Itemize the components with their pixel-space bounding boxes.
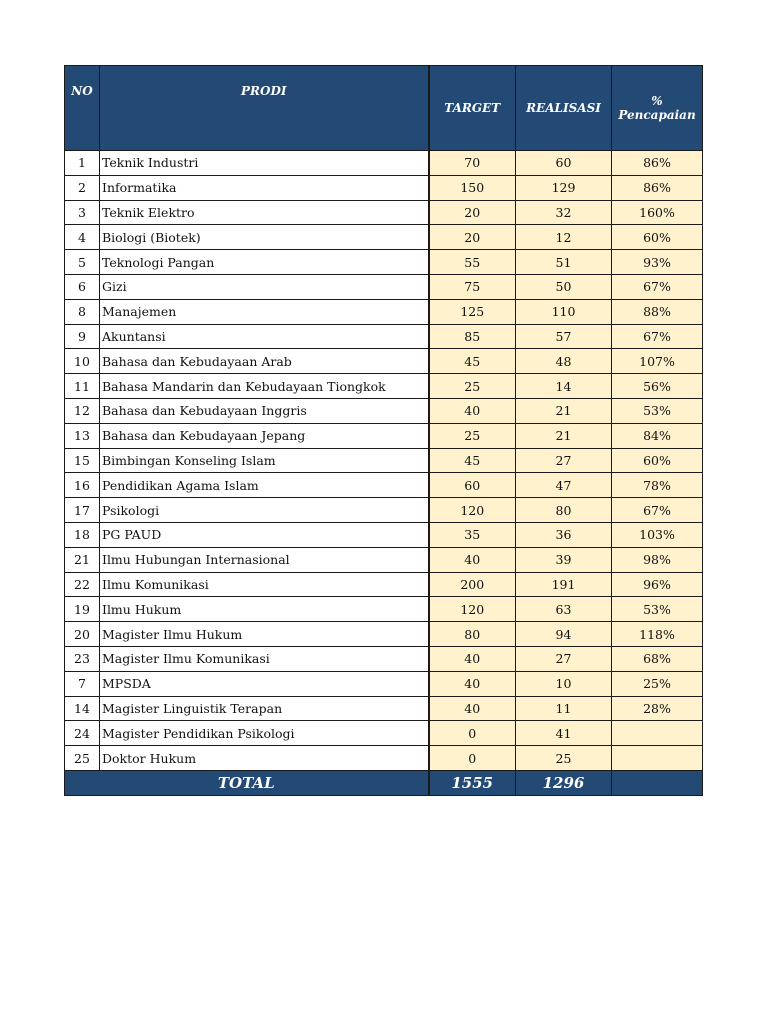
row-prodi: Magister Linguistik Terapan (100, 696, 429, 721)
table-row (65, 250, 703, 275)
row-no: 23 (65, 646, 100, 671)
row-target: 20 (429, 225, 516, 250)
row-prodi: Teknik Elektro (100, 200, 429, 225)
table-row (65, 225, 703, 250)
row-pencapaian: 53% (612, 597, 703, 622)
row-target: 55 (429, 250, 516, 275)
row-pencapaian: 67% (612, 324, 703, 349)
header-no: NO (65, 66, 100, 151)
row-target: 75 (429, 274, 516, 299)
row-realisasi: 21 (516, 398, 612, 423)
header-pencapaian (612, 66, 703, 151)
row-target: 120 (429, 597, 516, 622)
row-pencapaian: 56% (612, 374, 703, 399)
row-realisasi: 63 (516, 597, 612, 622)
row-no: 22 (65, 572, 100, 597)
row-target: 25 (429, 374, 516, 399)
row-realisasi: 50 (516, 274, 612, 299)
row-no: 24 (65, 721, 100, 746)
row-no: 3 (65, 200, 100, 225)
row-prodi: Bahasa dan Kebudayaan Jepang (100, 423, 429, 448)
row-pencapaian: 93% (612, 250, 703, 275)
row-target: 40 (429, 671, 516, 696)
row-realisasi: 10 (516, 671, 612, 696)
row-no: 14 (65, 696, 100, 721)
row-target: 120 (429, 498, 516, 523)
row-realisasi: 12 (516, 225, 612, 250)
row-prodi: Ilmu Komunikasi (100, 572, 429, 597)
total-label: TOTAL (65, 770, 429, 795)
row-realisasi: 94 (516, 622, 612, 647)
row-realisasi: 129 (516, 175, 612, 200)
row-no: 25 (65, 746, 100, 771)
row-target: 0 (429, 721, 516, 746)
total-realisasi: 1296 (516, 770, 612, 795)
row-no: 9 (65, 324, 100, 349)
row-pencapaian: 98% (612, 547, 703, 572)
table-row (65, 572, 703, 597)
table-row (65, 746, 703, 771)
row-no: 21 (65, 547, 100, 572)
row-pencapaian: 107% (612, 349, 703, 374)
header-pct-symbol: % (651, 94, 663, 108)
row-target: 40 (429, 646, 516, 671)
header-target: TARGET (429, 66, 516, 151)
row-prodi: Bahasa dan Kebudayaan Arab (100, 349, 429, 374)
row-realisasi: 51 (516, 250, 612, 275)
row-prodi: Magister Ilmu Komunikasi (100, 646, 429, 671)
row-target: 150 (429, 175, 516, 200)
row-no: 13 (65, 423, 100, 448)
row-target: 40 (429, 547, 516, 572)
row-no: 19 (65, 597, 100, 622)
row-prodi: Doktor Hukum (100, 746, 429, 771)
row-pencapaian: 86% (612, 151, 703, 176)
header-realisasi: REALISASI (516, 66, 612, 151)
row-realisasi: 41 (516, 721, 612, 746)
row-realisasi: 191 (516, 572, 612, 597)
row-prodi: Ilmu Hukum (100, 597, 429, 622)
row-no: 17 (65, 498, 100, 523)
row-target: 0 (429, 746, 516, 771)
table-row (65, 671, 703, 696)
row-realisasi: 80 (516, 498, 612, 523)
row-target: 200 (429, 572, 516, 597)
table-row (65, 696, 703, 721)
row-no: 1 (65, 151, 100, 176)
row-prodi: PG PAUD (100, 522, 429, 547)
row-prodi: Gizi (100, 274, 429, 299)
row-realisasi: 39 (516, 547, 612, 572)
row-realisasi: 25 (516, 746, 612, 771)
row-target: 45 (429, 448, 516, 473)
row-realisasi: 36 (516, 522, 612, 547)
row-prodi: Teknologi Pangan (100, 250, 429, 275)
table-row (65, 299, 703, 324)
total-pencapaian (612, 770, 703, 795)
row-pencapaian: 88% (612, 299, 703, 324)
row-no: 8 (65, 299, 100, 324)
row-no: 5 (65, 250, 100, 275)
table-row (65, 498, 703, 523)
total-target: 1555 (429, 770, 516, 795)
table-row (65, 721, 703, 746)
row-target: 70 (429, 151, 516, 176)
row-pencapaian: 53% (612, 398, 703, 423)
total-row (65, 770, 703, 795)
row-realisasi: 110 (516, 299, 612, 324)
row-realisasi: 14 (516, 374, 612, 399)
row-pencapaian: 60% (612, 448, 703, 473)
row-pencapaian (612, 721, 703, 746)
row-realisasi: 11 (516, 696, 612, 721)
table-row (65, 547, 703, 572)
table-row (65, 274, 703, 299)
row-prodi: Bahasa dan Kebudayaan Inggris (100, 398, 429, 423)
row-realisasi: 27 (516, 646, 612, 671)
row-no: 6 (65, 274, 100, 299)
row-prodi: Pendidikan Agama Islam (100, 473, 429, 498)
row-pencapaian: 67% (612, 274, 703, 299)
row-target: 40 (429, 696, 516, 721)
table-body (65, 151, 703, 771)
row-prodi: Akuntansi (100, 324, 429, 349)
row-target: 60 (429, 473, 516, 498)
row-pencapaian: 86% (612, 175, 703, 200)
table-row (65, 423, 703, 448)
row-realisasi: 21 (516, 423, 612, 448)
header-prodi: PRODI (100, 66, 429, 151)
row-pencapaian: 67% (612, 498, 703, 523)
table-row (65, 448, 703, 473)
row-target: 20 (429, 200, 516, 225)
row-realisasi: 57 (516, 324, 612, 349)
row-prodi: Bahasa Mandarin dan Kebudayaan Tiongkok (100, 374, 429, 399)
row-no: 11 (65, 374, 100, 399)
table-row (65, 597, 703, 622)
row-realisasi: 47 (516, 473, 612, 498)
row-no: 2 (65, 175, 100, 200)
row-no: 16 (65, 473, 100, 498)
row-prodi: Bimbingan Konseling Islam (100, 448, 429, 473)
row-realisasi: 60 (516, 151, 612, 176)
row-prodi: Teknik Industri (100, 151, 429, 176)
row-pencapaian: 103% (612, 522, 703, 547)
row-no: 4 (65, 225, 100, 250)
row-pencapaian: 60% (612, 225, 703, 250)
row-prodi: Magister Pendidikan Psikologi (100, 721, 429, 746)
table-row (65, 200, 703, 225)
header-row (65, 66, 703, 151)
row-no: 15 (65, 448, 100, 473)
row-prodi: MPSDA (100, 671, 429, 696)
row-target: 45 (429, 349, 516, 374)
row-pencapaian (612, 746, 703, 771)
row-pencapaian: 118% (612, 622, 703, 647)
row-realisasi: 32 (516, 200, 612, 225)
row-no: 7 (65, 671, 100, 696)
table-row (65, 622, 703, 647)
row-prodi: Informatika (100, 175, 429, 200)
row-realisasi: 48 (516, 349, 612, 374)
row-target: 85 (429, 324, 516, 349)
row-target: 40 (429, 398, 516, 423)
row-pencapaian: 28% (612, 696, 703, 721)
row-realisasi: 27 (516, 448, 612, 473)
row-no: 18 (65, 522, 100, 547)
row-pencapaian: 78% (612, 473, 703, 498)
row-pencapaian: 160% (612, 200, 703, 225)
row-pencapaian: 96% (612, 572, 703, 597)
table-row (65, 374, 703, 399)
row-pencapaian: 68% (612, 646, 703, 671)
row-target: 125 (429, 299, 516, 324)
row-prodi: Magister Ilmu Hukum (100, 622, 429, 647)
table-row (65, 398, 703, 423)
row-target: 25 (429, 423, 516, 448)
row-prodi: Psikologi (100, 498, 429, 523)
row-no: 10 (65, 349, 100, 374)
row-prodi: Manajemen (100, 299, 429, 324)
row-no: 12 (65, 398, 100, 423)
row-no: 20 (65, 622, 100, 647)
table-row (65, 175, 703, 200)
table-row (65, 473, 703, 498)
row-target: 80 (429, 622, 516, 647)
row-pencapaian: 25% (612, 671, 703, 696)
table-row (65, 151, 703, 176)
table-row (65, 324, 703, 349)
header-pct-label: Pencapaian (618, 108, 696, 122)
achievement-table (64, 65, 703, 796)
row-prodi: Ilmu Hubungan Internasional (100, 547, 429, 572)
row-target: 35 (429, 522, 516, 547)
table-row (65, 349, 703, 374)
table-row (65, 522, 703, 547)
row-pencapaian: 84% (612, 423, 703, 448)
table-row (65, 646, 703, 671)
row-prodi: Biologi (Biotek) (100, 225, 429, 250)
